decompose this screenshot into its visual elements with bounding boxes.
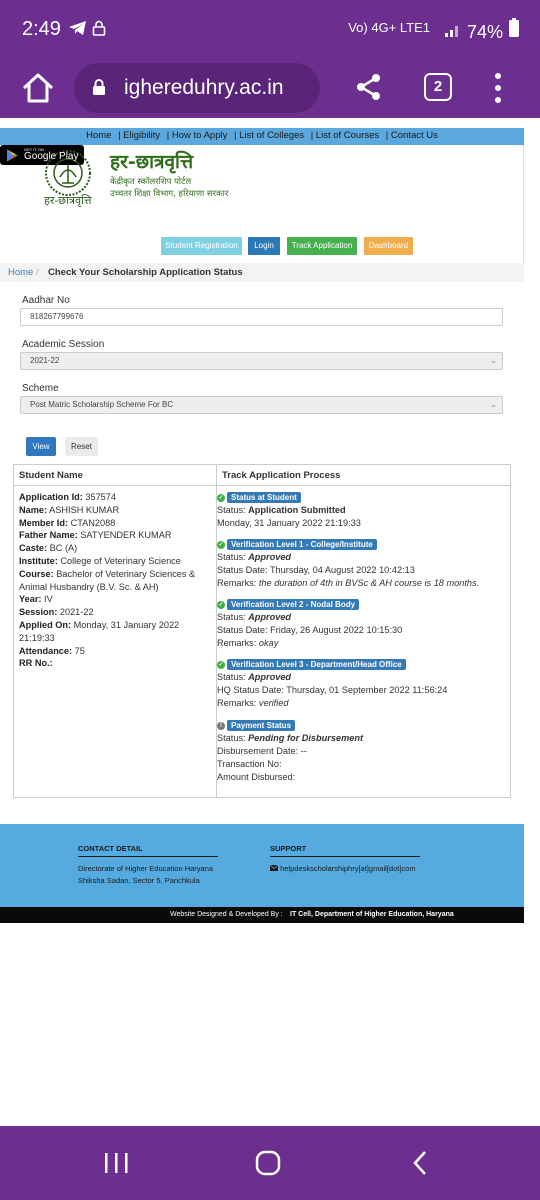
detail-session: Session: 2021-22 xyxy=(19,607,94,618)
step-badge: Verification Level 3 - Department/Head Office xyxy=(227,659,406,670)
step-status: Status: Application Submitted xyxy=(217,505,346,515)
view-button[interactable]: View xyxy=(26,437,56,456)
step-remarks: Remarks: okay xyxy=(217,638,279,648)
battery-icon xyxy=(508,18,520,38)
scheme-select[interactable] xyxy=(20,396,503,414)
url-text: ighereduhry.ac.in xyxy=(124,76,284,99)
login-button[interactable]: Login xyxy=(248,237,280,255)
system-nav-bar xyxy=(0,1126,540,1200)
support-heading: SUPPORT xyxy=(270,844,420,857)
amount-disbursed: Amount Disbursed: xyxy=(217,772,296,782)
step-status: Status: Approved xyxy=(217,672,292,682)
aadhar-input[interactable]: 818267799676 xyxy=(20,308,503,326)
detail-caste: Caste: BC (A) xyxy=(19,543,78,554)
play-badge-small: GET IT ON xyxy=(24,147,44,152)
recents-button[interactable] xyxy=(100,1148,134,1178)
step-status: Status: Approved xyxy=(217,552,292,562)
site-department: उच्चतर शिक्षा विभाग, हरियाणा सरकार xyxy=(110,189,229,199)
track-application-button[interactable]: Track Application xyxy=(287,237,357,255)
check-circle-icon: ✓ xyxy=(218,495,224,501)
back-chevron-icon xyxy=(404,1148,438,1178)
session-select[interactable] xyxy=(20,352,503,370)
student-details xyxy=(14,486,217,797)
play-badge-label: Google Play xyxy=(24,151,79,162)
detail-attendance: Attendance: 75 xyxy=(19,645,85,656)
disbursement-date: Disbursement Date: -- xyxy=(217,746,307,756)
site-title: हर-छात्रवृत्ति xyxy=(110,151,194,173)
nav-eligibility[interactable]: | Eligibility xyxy=(118,130,161,141)
site-subtitle: केंद्रीकृत स्कॉलरशिप पोर्टल xyxy=(110,177,192,187)
share-icon xyxy=(354,72,384,102)
status-bar xyxy=(0,0,540,58)
track-process-header: Track Application Process xyxy=(217,465,510,486)
play-store-icon xyxy=(6,149,19,162)
page-title: Check Your Scholarship Application Status xyxy=(48,267,243,278)
breadcrumb-home[interactable]: Home xyxy=(8,267,34,278)
browser-toolbar xyxy=(0,58,540,118)
share-button[interactable] xyxy=(354,72,384,102)
step-badge: Verification Level 2 - Nodal Body xyxy=(227,599,359,610)
signal-icon xyxy=(444,22,462,38)
scheme-value: Post Matric Scholarship Scheme For BC xyxy=(30,400,174,409)
student-registration-button[interactable]: Student Registration xyxy=(161,237,242,255)
detail-institute: Institute: College of Veterinary Science xyxy=(19,555,181,566)
step-remarks: Remarks: verified xyxy=(217,698,289,708)
step-date: Status Date: Thursday, 04 August 2022 10:42:13 xyxy=(217,565,415,575)
student-name-header: Student Name xyxy=(14,465,217,486)
home-circle-icon xyxy=(251,1148,285,1178)
overflow-menu-button[interactable] xyxy=(494,72,502,104)
detail-year: Year: IV xyxy=(19,594,53,605)
back-button[interactable] xyxy=(404,1148,438,1178)
step-badge: Payment Status xyxy=(227,720,295,731)
support-email[interactable]: helpdeskscholarshiphry[at]gmail[dot]com xyxy=(270,864,416,873)
contact-line-1: Directorate of Higher Education Haryana xyxy=(78,864,214,873)
notification-icons xyxy=(68,20,106,41)
detail-course-cont: Animal Husbandry (B.V. Sc. & AH) xyxy=(19,581,159,592)
detail-father-name: Father Name: SATYENDER KUMAR xyxy=(19,530,172,541)
telegram-icon xyxy=(68,20,88,36)
step-status: Status: Pending for Disbursement xyxy=(217,733,364,743)
address-bar[interactable] xyxy=(74,63,320,113)
detail-rr-no: RR No.: xyxy=(19,658,53,669)
detail-member-id: Member Id: CTAN2088 xyxy=(19,517,116,528)
aadhar-label: Aadhar No xyxy=(22,295,70,306)
detail-name: Name: ASHISH KUMAR xyxy=(19,504,120,515)
step-badge: Verification Level 1 - College/Institute xyxy=(227,539,377,550)
lock-icon xyxy=(92,20,106,36)
exclamation-circle-icon: ! xyxy=(217,722,225,730)
site-header xyxy=(0,145,524,265)
scheme-label: Scheme xyxy=(22,383,59,394)
recents-icon xyxy=(100,1148,134,1178)
step-date: Status Date: Friday, 26 August 2022 10:15:30 xyxy=(217,625,403,635)
step-badge: Status at Student xyxy=(227,492,301,503)
step-status: Status: Approved xyxy=(217,612,292,622)
contact-line-2: Shiksha Sadan, Sector 5, Panchkula xyxy=(78,876,200,885)
credit-owner: IT Cell, Department of Higher Education, Haryana xyxy=(290,911,454,918)
tab-switcher-button[interactable]: 2 xyxy=(424,73,452,101)
nav-how-to-apply[interactable]: | How to Apply xyxy=(166,130,228,141)
dashboard-button[interactable]: Dashboard xyxy=(364,237,413,255)
clock: 2:49 xyxy=(22,18,61,40)
home-nav-button[interactable] xyxy=(251,1148,285,1178)
step-remarks: Remarks: the duration of 4th in BVSc & AH course is 18 months. xyxy=(217,578,480,588)
transaction-no: Transaction No: xyxy=(217,759,282,769)
application-table xyxy=(13,464,511,798)
nav-list-of-colleges[interactable]: | List of Colleges xyxy=(233,130,305,141)
more-vert-icon xyxy=(494,72,502,104)
credit-label: Website Designed & Developed By : xyxy=(170,911,283,918)
home-button[interactable] xyxy=(18,68,58,108)
nav-list-of-courses[interactable]: | List of Courses xyxy=(310,130,380,141)
session-label: Academic Session xyxy=(22,339,105,350)
detail-course: Course: Bachelor of Veterinary Sciences & xyxy=(19,568,196,579)
battery-indicator xyxy=(444,18,520,43)
battery-percent: 74% xyxy=(466,22,503,42)
check-circle-icon: ✓ xyxy=(218,542,224,548)
track-steps xyxy=(217,486,510,797)
home-icon xyxy=(18,68,58,108)
credit-bar xyxy=(0,907,524,923)
chevron-down-icon: ⌄ xyxy=(490,400,497,409)
check-circle-icon: ✓ xyxy=(218,602,224,608)
nav-contact-us[interactable]: | Contact Us xyxy=(385,130,438,141)
session-value: 2021-22 xyxy=(30,356,60,365)
breadcrumb-separator: / xyxy=(36,267,39,278)
site-nav xyxy=(0,128,524,145)
web-page xyxy=(0,118,540,1126)
step-date: Monday, 31 January 2022 21:19:33 xyxy=(217,518,361,528)
detail-application-id: Application Id: 357574 xyxy=(19,492,117,502)
nav-home[interactable]: Home xyxy=(86,130,112,141)
reset-button[interactable]: Reset xyxy=(65,437,98,456)
breadcrumb xyxy=(0,263,524,282)
check-circle-icon: ✓ xyxy=(218,662,224,668)
detail-applied-on: Applied On: Monday, 31 January 2022 21:19:33 xyxy=(19,619,180,643)
chevron-down-icon: ⌄ xyxy=(490,356,497,365)
contact-heading: CONTACT DETAIL xyxy=(78,844,218,857)
site-footer xyxy=(0,824,524,907)
emblem-caption: हर-छात्रवृत्ति xyxy=(44,194,92,207)
envelope-icon xyxy=(270,865,278,871)
padlock-icon xyxy=(92,78,106,96)
network-indicator: Vo) 4G+ LTE1 xyxy=(348,20,430,35)
step-date: HQ Status Date: Thursday, 01 September 2022 11:56:24 xyxy=(217,685,448,695)
